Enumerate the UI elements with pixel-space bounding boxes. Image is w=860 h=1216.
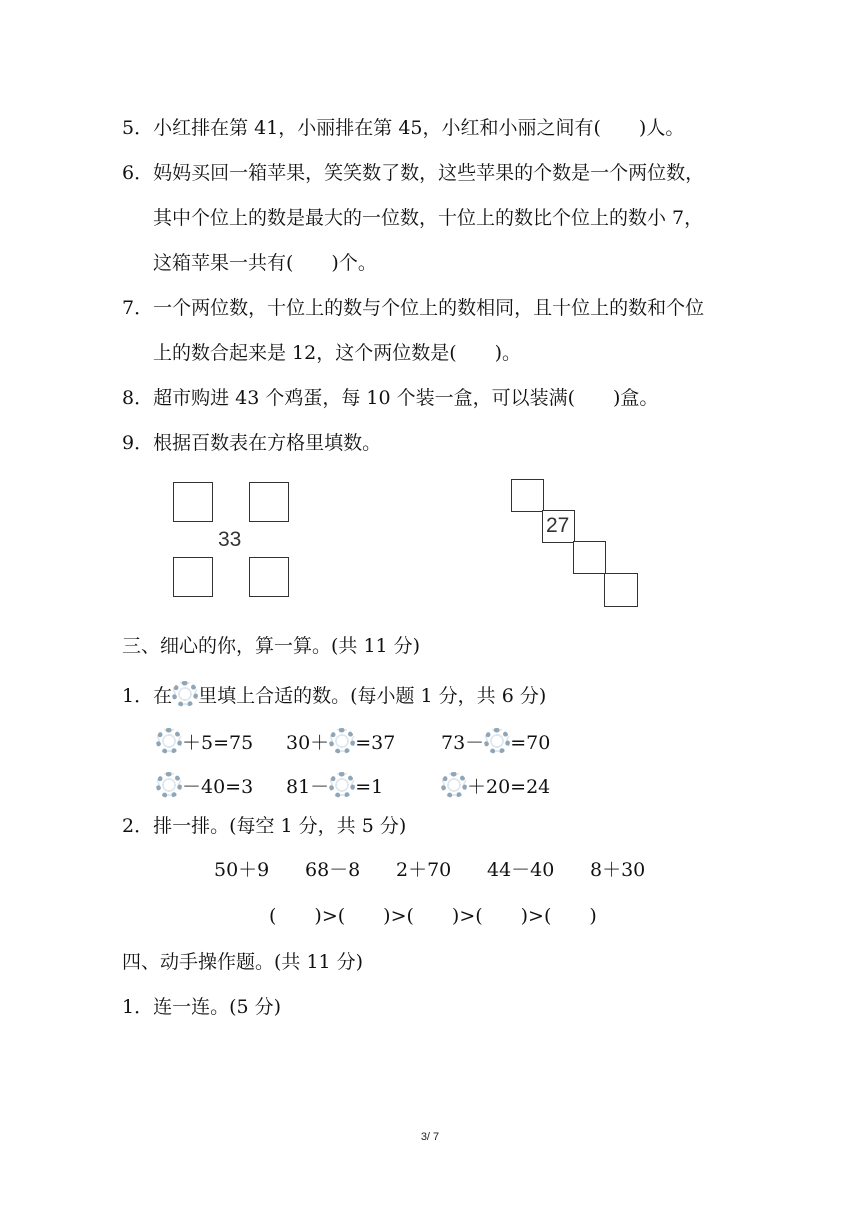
equation-text: －40=3: [182, 776, 254, 798]
section-4-title: 四、动手操作题。(共 11 分): [122, 951, 364, 973]
section-4-question-1: 1．连一连。(5 分): [122, 996, 282, 1018]
equation-1: [156, 728, 253, 755]
equation-text: =1: [355, 776, 384, 798]
question-6-line-2: 其中个位上的数是最大的一位数，十位上的数比个位上的数小 7，: [153, 207, 704, 229]
grid-cell[interactable]: [249, 482, 289, 522]
question-9: 9．根据百数表在方格里填数。: [122, 432, 382, 454]
expression-1: 50＋9: [214, 859, 270, 881]
section-3-question-2: 2．排一排。(每空 1 分，共 5 分): [122, 815, 407, 837]
question-6-line-3: 这箱苹果一共有( )个。: [153, 252, 377, 274]
grid-cell[interactable]: [249, 557, 289, 597]
equation-text: 30＋: [286, 732, 330, 754]
question-suffix: 里填上合适的数。(每小题 1 分，共 6 分): [198, 685, 547, 707]
grid-cell[interactable]: [511, 479, 544, 512]
section-3-question-1: [122, 681, 546, 708]
grid-cell[interactable]: [173, 482, 213, 522]
equation-text: ＋20=24: [467, 776, 551, 798]
expression-2: 68－8: [305, 859, 361, 881]
circle-blank-icon[interactable]: [484, 728, 510, 754]
equation-3: [441, 728, 550, 755]
grid-cell[interactable]: [604, 573, 638, 607]
expression-4: 44－40: [487, 859, 555, 881]
section-3-title: 三、细心的你，算一算。(共 11 分): [122, 635, 421, 657]
equation-2: [286, 728, 395, 755]
equation-5: [286, 772, 383, 799]
question-7-line-2: 上的数合起来是 12，这个两位数是( )。: [153, 342, 522, 364]
equation-text: ＋5=75: [182, 732, 254, 754]
circle-blank-icon: [172, 681, 198, 707]
equation-text: 73－: [441, 732, 485, 754]
expression-3: 2＋70: [396, 859, 452, 881]
equation-text: 81－: [286, 776, 330, 798]
equation-text: =70: [510, 732, 551, 754]
equation-6: [441, 772, 550, 799]
page-number: 3/ 7: [420, 1131, 440, 1143]
grid-cell[interactable]: [173, 557, 213, 597]
question-6-line-1: 6．妈妈买回一箱苹果，笑笑数了数，这些苹果的个数是一个两位数，: [122, 162, 705, 184]
expression-5: 8＋30: [590, 859, 646, 881]
grid-center-number: 33: [218, 528, 242, 551]
question-7-line-1: 7．一个两位数，十位上的数与个位上的数相同，且十位上的数和个位: [122, 297, 705, 319]
circle-blank-icon[interactable]: [156, 728, 182, 754]
circle-blank-icon[interactable]: [329, 728, 355, 754]
ordering-blanks[interactable]: ( )>( )>( )>( )>( ): [269, 905, 597, 927]
question-prefix: 1．在: [122, 685, 173, 707]
equation-4: [156, 772, 253, 799]
circle-blank-icon[interactable]: [156, 772, 182, 798]
circle-blank-icon[interactable]: [329, 772, 355, 798]
circle-blank-icon[interactable]: [441, 772, 467, 798]
question-8: 8．超市购进 43 个鸡蛋，每 10 个装一盒，可以装满( )盒。: [122, 387, 659, 409]
grid-given-number: 27: [546, 514, 570, 537]
question-5: 5．小红排在第 41，小丽排在第 45，小红和小丽之间有( )人。: [122, 117, 685, 139]
grid-cell[interactable]: [573, 541, 606, 574]
equation-text: =37: [355, 732, 396, 754]
